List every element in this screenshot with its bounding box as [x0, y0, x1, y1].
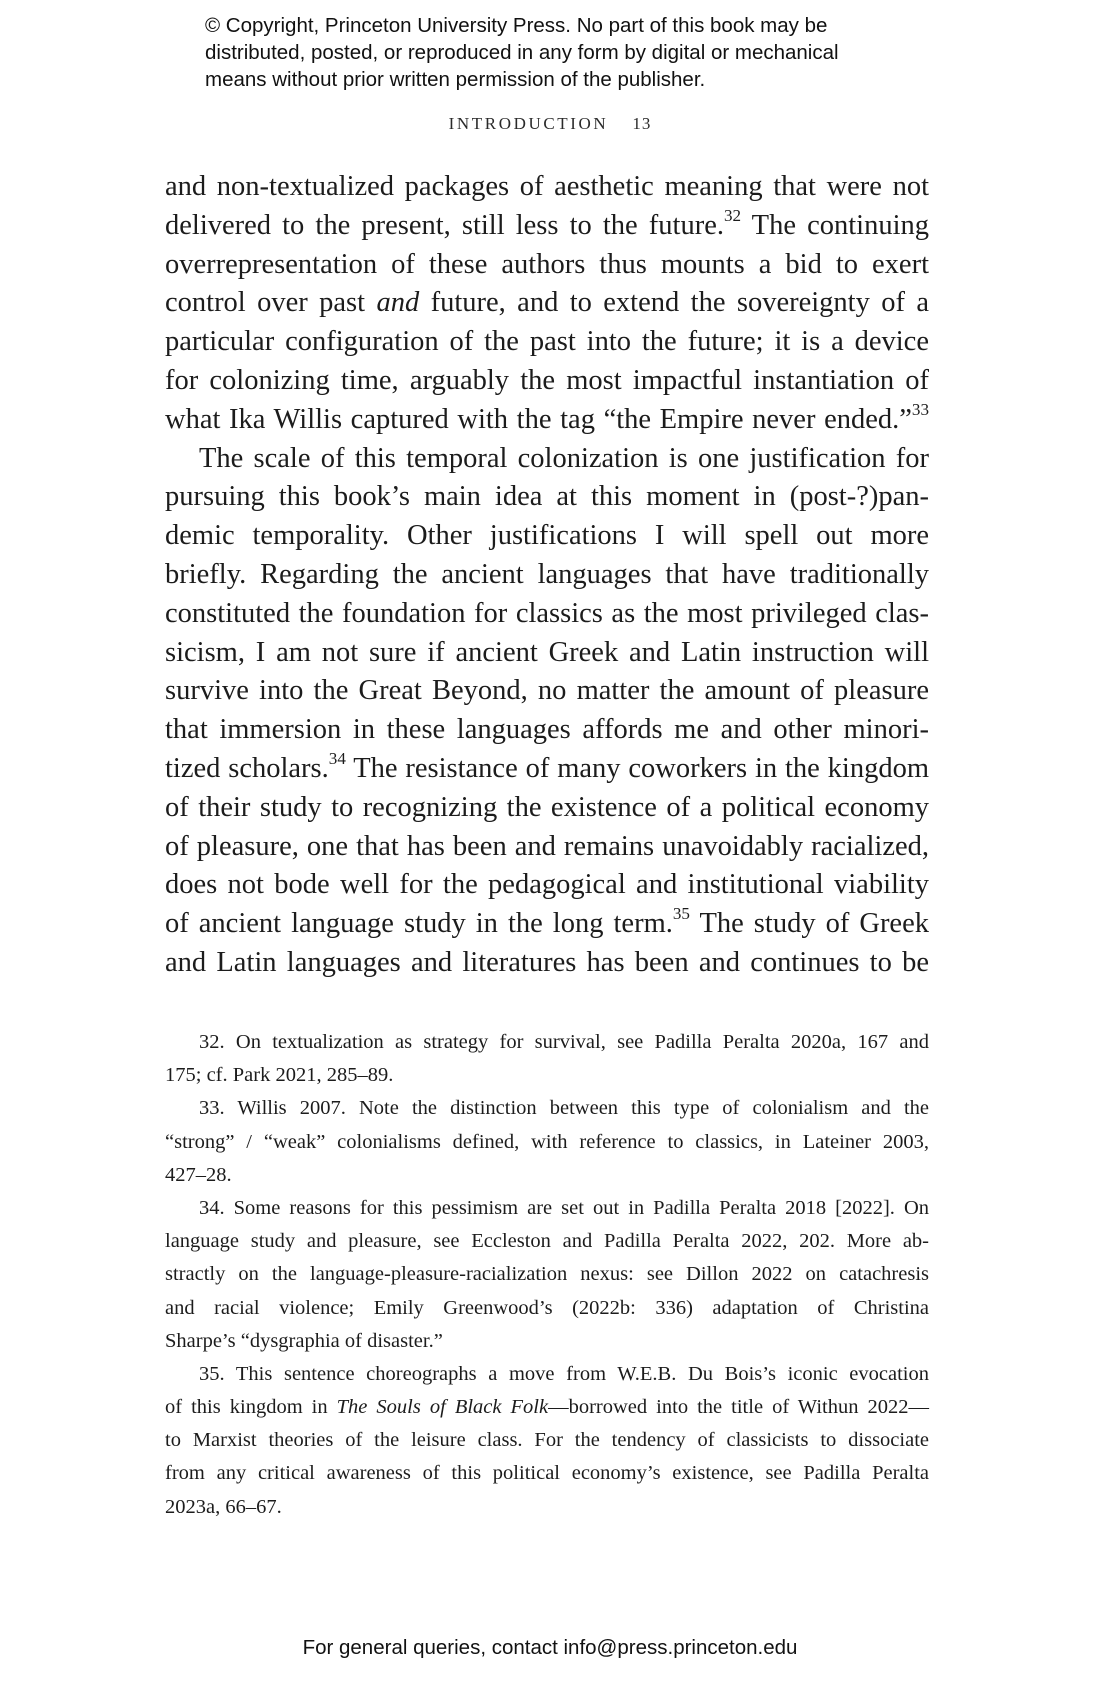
footnote-line: Sharpe’s “dysgraphia of disaster.” [165, 1329, 443, 1352]
copyright-line: means without prior written permission of the publisher. [205, 68, 706, 91]
text-run: The continuing [741, 209, 929, 241]
paragraph-1 [165, 168, 929, 440]
footnote-line [165, 1391, 929, 1424]
footnote-line: to Marxist theories of the leisure class. For the tendency of classicists to dissociate [165, 1429, 929, 1452]
text-line [165, 207, 929, 246]
text-line: and Latin languages and literatures has been and continues to be [165, 946, 929, 978]
running-head-title: INTRODUCTION [448, 114, 609, 133]
text-line: The scale of this temporal colonization is one justification for [199, 442, 929, 474]
body-text [165, 168, 929, 983]
paragraph-2 [165, 440, 929, 983]
running-head [0, 114, 1100, 134]
footnote-line: “strong” / “weak” colonialisms defined, with reference to classics, in Lateiner 2003, [165, 1130, 929, 1153]
text-line [165, 750, 929, 789]
text-run: of this kingdom in [165, 1396, 337, 1419]
footnote-line: and racial violence; Emily Greenwood’s (2022b: 336) adaptation of Christina [165, 1296, 929, 1319]
text-line: overrepresentation of these authors thus mounts a bid to exert [165, 248, 929, 280]
text-line: that immersion in these languages affords me and other minori- [165, 714, 929, 746]
footnote-line: language study and pleasure, see Eccleston and Padilla Peralta 2022, 202. More ab- [165, 1230, 929, 1253]
emphasis: and [376, 287, 420, 319]
footnote-line: 34. Some reasons for this pessimism are set out in Padilla Peralta 2018 [2022]. On [199, 1196, 929, 1219]
page-number: 13 [632, 114, 652, 133]
text-run: what Ika Willis captured with the tag “the Empire never ended.” [165, 403, 912, 435]
text-run: The study of Greek [689, 908, 929, 940]
footnote-line: stractly on the language-pleasure-racialization nexus: see Dillon 2022 on catachresis [165, 1263, 929, 1286]
footnote-32 [165, 1026, 929, 1092]
text-line [165, 284, 929, 323]
text-line [165, 905, 929, 944]
footnote-line: 427–28. [165, 1163, 232, 1186]
text-line: survive into the Great Beyond, no matter the amount of pleasure [165, 675, 929, 707]
footnote-line: 175; cf. Park 2021, 285–89. [165, 1064, 394, 1087]
footnote-35 [165, 1358, 929, 1524]
text-run: The resistance of many coworkers in the kingdom [345, 752, 929, 784]
text-line: for colonizing time, arguably the most impactful instantiation of [165, 364, 929, 396]
footnote-ref-33: 33 [911, 399, 929, 419]
footnote-line: 32. On textualization as strategy for survival, see Padilla Peralta 2020a, 167 and [199, 1031, 929, 1053]
footnote-ref-34: 34 [328, 749, 346, 769]
text-run: future, and to extend the sovereignty of a [419, 287, 930, 319]
text-line: does not bode well for the pedagogical and institutional viability [165, 869, 929, 901]
footnote-33 [165, 1092, 929, 1192]
text-run: —borrowed into the title of Withun 2022— [548, 1396, 929, 1419]
footnotes [165, 1026, 929, 1524]
text-line: sicism, I am not sure if ancient Greek and Latin instruction will [165, 636, 929, 668]
footnote-ref-35: 35 [672, 904, 690, 924]
footnote-ref-32: 32 [723, 205, 742, 225]
copyright-notice [205, 12, 985, 93]
footnote-34 [165, 1192, 929, 1358]
text-line: of pleasure, one that has been and remains unavoidably racialized, [165, 830, 929, 862]
book-title: The Souls of Black Folk [336, 1396, 549, 1419]
footnote-line: 33. Willis 2007. Note the distinction between this type of colonialism and the [199, 1097, 929, 1120]
footnote-line: 35. This sentence choreographs a move from W.E.B. Du Bois’s iconic evocation [199, 1362, 929, 1385]
copyright-line: © Copyright, Princeton University Press. No part of this book may be [205, 14, 828, 37]
text-line: constituted the foundation for classics as the most privileged clas- [165, 597, 929, 629]
text-line: briefly. Regarding the ancient languages that have traditionally [165, 558, 929, 590]
text-line: particular configuration of the past into the future; it is a device [165, 326, 929, 358]
footnote-line: 2023a, 66–67. [165, 1495, 282, 1518]
text-line: of their study to recognizing the existence of a political economy [165, 791, 929, 823]
text-line: pursuing this book’s main idea at this moment in (post-?)pan- [165, 481, 929, 513]
text-line [165, 401, 929, 440]
text-run: tized scholars. [165, 752, 329, 784]
text-run: delivered to the present, still less to the future. [165, 209, 724, 241]
text-run: control over past [165, 287, 377, 319]
copyright-line: distributed, posted, or reproduced in any form by digital or mechanical [205, 41, 839, 64]
text-line: demic temporality. Other justifications I will spell out more [165, 520, 929, 552]
text-run: of ancient language study in the long term. [165, 908, 673, 940]
text-line: and non-textualized packages of aesthetic meaning that were not [165, 171, 929, 202]
footer-contact: For general queries, contact info@press.princeton.edu [302, 1636, 798, 1659]
footnote-line: from any critical awareness of this political economy’s existence, see Padilla Peralta [165, 1462, 929, 1485]
